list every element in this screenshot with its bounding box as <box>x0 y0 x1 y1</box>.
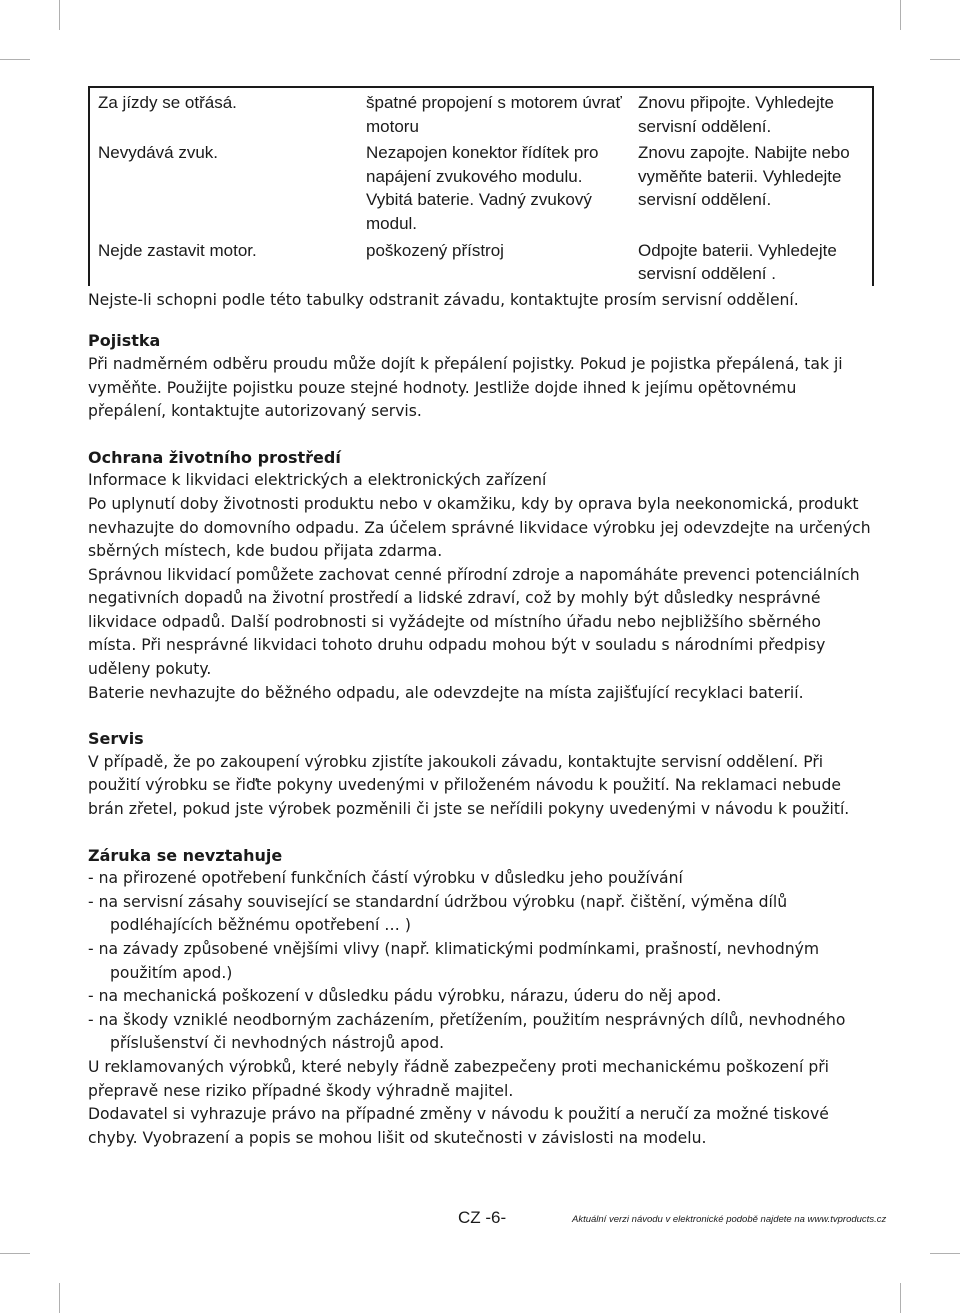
section-servis <box>88 727 874 821</box>
crop-mark <box>930 1253 960 1254</box>
paragraph: Správnou likvidací pomůžete zachovat cenné přírodní zdroje a napomáháte prevenci potenciálních negativních dopadů na životní prostředí a lidské zdraví, což by mohly být důsledky nesprávné likvidace odpadů. Další podrobnosti si vyžádejte od místního úřadu nebo nejbližšího sběrného místa. Při nesprávné likvidaci tohoto druhu odpadu mohou být v souladu s národními předpisy uděleny pokuty. <box>88 565 860 679</box>
list-item: - na mechanická poškození v důsledku pádu výrobku, nárazu, úderu do něj apod. <box>88 987 722 1006</box>
troubleshooting-table <box>88 86 874 286</box>
list-item: - na přirozené opotřebení funkčních částí výrobku v důsledku jeho používání <box>88 869 683 888</box>
footer-note: Aktuální verzi návodu v elektronické podobě najdete na www.tvproducts.cz <box>572 1214 887 1225</box>
crop-mark <box>900 0 901 30</box>
crop-mark <box>59 1283 60 1313</box>
page-content <box>88 86 874 1168</box>
table-cell-cause: Nezapojen konektor řídítek pro napájení zvukového modulu. Vybitá baterie. Vadný zvukový modul. <box>366 143 599 233</box>
crop-mark <box>0 59 30 60</box>
section-ochrana <box>88 446 874 706</box>
table-cell-solution: Znovu zapojte. Nabijte nebo vyměňte baterii. Vyhledejte servisní oddělení. <box>638 143 850 210</box>
section-heading: Servis <box>88 729 144 749</box>
paragraph: Dodavatel si vyhrazuje právo na případné změny v návodu k použití a neručí za možné tiskové chyby. Vyobrazení a popis se mohou lišit od skutečnosti v závislosti na modelu. <box>88 1105 829 1147</box>
crop-mark <box>930 59 960 60</box>
table-cell-cause: poškozený přístroj <box>366 240 504 260</box>
table-row <box>90 88 872 138</box>
page-footer <box>0 1208 960 1232</box>
table-cell-problem: Za jízdy se otřásá. <box>98 93 237 112</box>
crop-mark <box>59 0 60 30</box>
paragraph: Při nadměrném odběru proudu může dojít k přepálení pojistky. Pokud je pojistka přepálená, tak ji vyměňte. Použijte pojistku pouze stejné hodnoty. Jestliže dojde ihned k jejímu opětovnému přepálení, kontaktujte autorizovaný servis. <box>88 354 843 421</box>
table-row <box>90 236 872 286</box>
list-item: - na závady způsobené vnějšími vlivy (např. klimatickými podmínkami, prašností, nevhodným použitím apod.) <box>88 940 820 982</box>
list-item: - na škody vzniklé neodborným zacházením, přetížením, použitím nesprávných dílů, nevhodného příslušenství či nevhodných nástrojů apod. <box>88 1010 846 1053</box>
crop-mark <box>0 1253 30 1254</box>
section-pojistka <box>88 329 874 423</box>
section-zaruka <box>88 844 874 1151</box>
section-heading: Pojistka <box>88 331 161 351</box>
table-cell-cause: špatné propojení s motorem úvrať motoru <box>366 93 622 136</box>
table-note: Nejste-li schopni podle této tabulky odstranit závadu, kontaktujte prosím servisní oddělení. <box>88 290 799 309</box>
paragraph: Informace k likvidaci elektrických a elektronických zařízení <box>88 471 547 490</box>
paragraph: U reklamovaných výrobků, které nebyly řádně zabezpečeny proti mechanickému poškození při přepravě nese riziko případné škody výhradně majitel. <box>88 1057 829 1100</box>
table-cell-problem: Nevydává zvuk. <box>98 143 218 163</box>
table-cell-solution: Odpojte baterii. Vyhledejte servisní oddělení . <box>638 240 837 284</box>
page-number: CZ -6- <box>458 1208 507 1227</box>
list-item: - na servisní zásahy související se standardní údržbou výrobku (např. čištění, výměna dílů podléhajících běžnému opotřebení … ) <box>88 892 788 935</box>
table-cell-solution: Znovu připojte. Vyhledejte servisní oddělení. <box>638 93 834 136</box>
paragraph: V případě, že po zakoupení výrobku zjistíte jakoukoli závadu, kontaktujte servisní oddělení. Při použití výrobku se řiďte pokyny uvedenými v přiloženém návodu k použití. Na reklamaci nebude brán zřetel, pokud jste výrobek pozměnili či jste se neřídili pokyny uvedenými v návodu k použití. <box>88 752 850 819</box>
section-heading: Ochrana životního prostředí <box>88 447 341 467</box>
paragraph: Po uplynutí doby životnosti produktu nebo v okamžiku, kdy by oprava byla neekonomická, produkt nevhazujte do domovního odpadu. Za účelem správné likvidace výrobku jej odevzdejte na určených sběrných místech, kde budou přijata zdarma. <box>88 494 871 561</box>
table-cell-problem: Nejde zastavit motor. <box>98 240 257 260</box>
crop-mark <box>900 1283 901 1313</box>
table-row <box>90 138 872 235</box>
paragraph: Baterie nevhazujte do běžného odpadu, ale odevzdejte na místa zajišťující recyklaci baterií. <box>88 683 804 702</box>
section-heading: Záruka se nevztahuje <box>88 845 283 865</box>
